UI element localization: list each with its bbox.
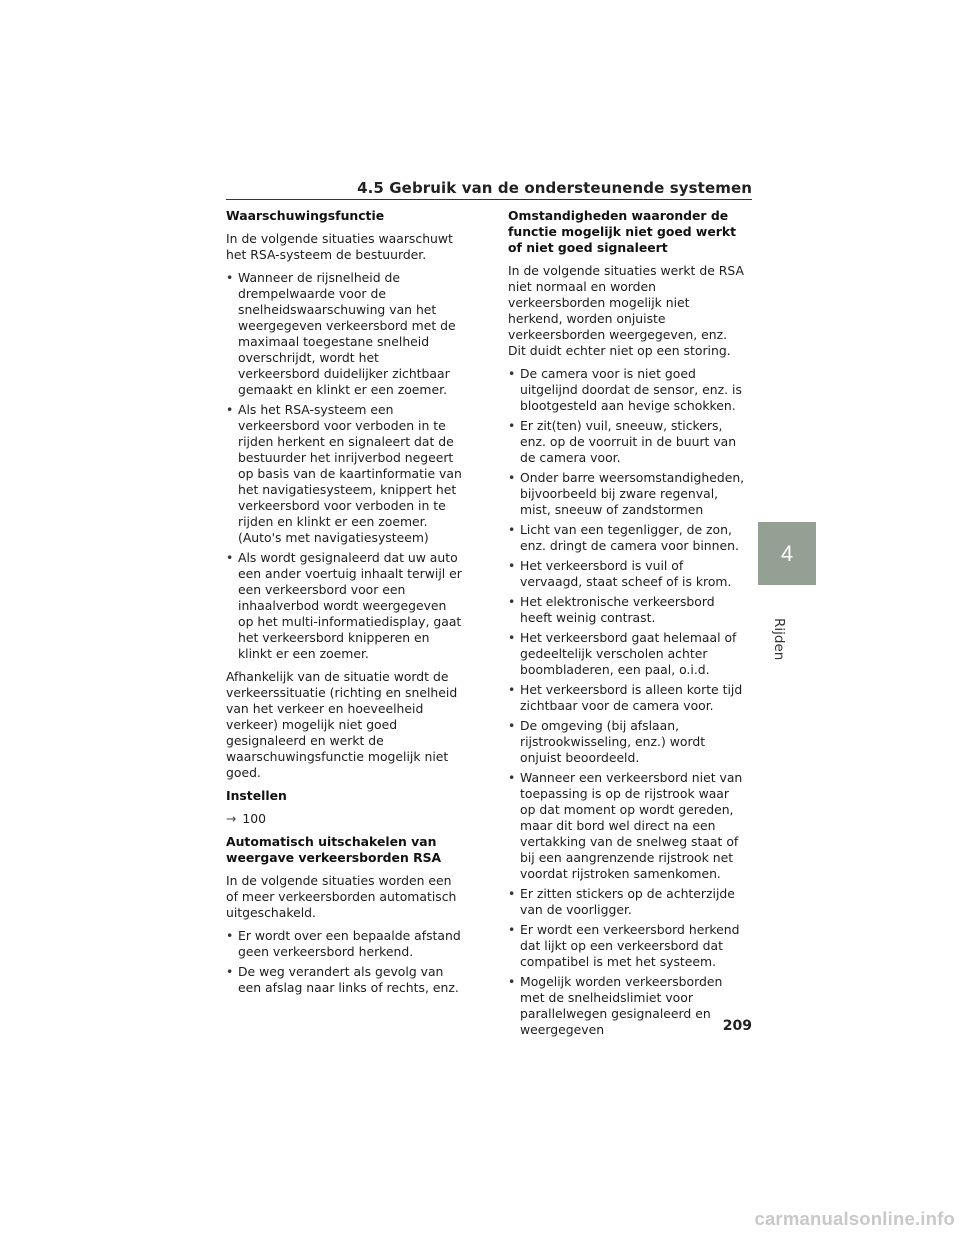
list-item: • Er wordt een verkeersbord herkend dat lijkt op een verkeersbord dat compatibel is met het systeem.: [508, 922, 746, 970]
list-item: • Wanneer een verkeersbord niet van toepassing is op de rijstrook waar op dat moment op wordt gereden, maar dit bord wel direct na een vertakking van de snelweg staat of bij een aangrenzende rijstrook net voordat rijstroken samenkomen.: [508, 770, 746, 882]
page-number: 209: [722, 1018, 752, 1034]
left-column: [226, 208, 464, 1003]
paragraph: In de volgende situaties worden een of meer verkeersborden automatisch uitgeschakeld.: [226, 873, 457, 920]
list-item: • Er zit(ten) vuil, sneeuw, stickers, enz. op de voorruit in de buurt van de camera voor.: [508, 418, 746, 466]
arrow-right-icon: →: [226, 811, 237, 826]
page-reference-number: 100: [242, 811, 266, 826]
list-item: • Licht van een tegenligger, de zon, enz. dringt de camera voor binnen.: [508, 522, 746, 554]
header-divider: [226, 199, 752, 200]
list-item: • Als het RSA-systeem een verkeersbord voor verboden in te rijden herkent en signaleert dat de bestuurder het inrijverbod negeert op basis van de kaartinformatie van het navigatiesysteem, knippert het verkeersbord voor verboden in te rijden en klinkt er een zoemer. (Auto's met navigatiesysteem): [226, 402, 464, 546]
list-item: • Er wordt over een bepaalde afstand geen verkeersbord herkend.: [226, 928, 464, 960]
chapter-tab: [758, 522, 816, 585]
list-item: • Mogelijk worden verkeersborden met de snelheidslimiet voor parallelwegen gesignaleerd en weergegeven: [508, 974, 746, 1038]
list-item: • Er zitten stickers op de achterzijde van de voorligger.: [508, 886, 746, 918]
right-column: [508, 208, 746, 1045]
chapter-number: 4: [780, 540, 794, 566]
bullet-list: [508, 366, 746, 1038]
list-item: • Wanneer de rijsnelheid de drempelwaarde voor de snelheidswaarschuwing van het weergegeven verkeersbord met de maximaal toegestane snelheid overschrijdt, wordt het verkeersbord duidelijker zichtbaar gemaakt en klinkt er een zoemer.: [226, 270, 464, 398]
heading-settings: Instellen: [226, 788, 287, 803]
paragraph: Afhankelijk van de situatie wordt de verkeerssituatie (richting en snelheid van het verkeer en hoeveelheid verkeer) mogelijk niet goed gesignaleerd en werkt de waarschuwingsfunctie mogelijk niet goed.: [226, 669, 458, 780]
section-header: 4.5 Gebruik van de ondersteunende systemen: [357, 179, 752, 197]
paragraph: In de volgende situaties werkt de RSA niet normaal en worden verkeersborden mogelijk niet herkend, worden onjuiste verkeersborden weergegeven, enz. Dit duidt echter niet op een storing.: [508, 263, 744, 358]
chapter-label: Rijden: [771, 618, 787, 661]
bullet-list: [226, 928, 464, 996]
heading-conditions: Omstandigheden waaronder de functie mogelijk niet goed werkt of niet goed signaleert: [508, 208, 737, 255]
list-item: • Als wordt gesignaleerd dat uw auto een ander voertuig inhaalt terwijl er een verkeersbord voor een inhaalverbod wordt weergegeven op het multi-informatiedisplay, gaat het verkeersbord knipperen en klinkt er een zoemer.: [226, 550, 464, 662]
heading-auto-disable: Automatisch uitschakelen van weergave verkeersborden RSA: [226, 834, 442, 865]
list-item: • Het verkeersbord is alleen korte tijd zichtbaar voor de camera voor.: [508, 682, 746, 714]
list-item: • De camera voor is niet goed uitgelijnd doordat de sensor, enz. is blootgesteld aan hevige schokken.: [508, 366, 746, 414]
list-item: • De weg verandert als gevolg van een afslag naar links of rechts, enz.: [226, 964, 464, 996]
list-item: • Het elektronische verkeersbord heeft weinig contrast.: [508, 594, 746, 626]
heading-warning-function: Waarschuwingsfunctie: [226, 208, 385, 223]
list-item: • Onder barre weersomstandigheden, bijvoorbeeld bij zware regenval, mist, sneeuw of zandstormen: [508, 470, 746, 518]
list-item: • Het verkeersbord gaat helemaal of gedeeltelijk verscholen achter boombladeren, een paal, o.i.d.: [508, 630, 746, 678]
paragraph: In de volgende situaties waarschuwt het RSA-systeem de bestuurder.: [226, 231, 453, 262]
bullet-list: [226, 270, 464, 662]
watermark: carmanualsonline.info: [754, 1208, 955, 1229]
list-item: • De omgeving (bij afslaan, rijstrookwisseling, enz.) wordt onjuist beoordeeld.: [508, 718, 746, 766]
list-item: • Het verkeersbord is vuil of vervaagd, staat scheef of is krom.: [508, 558, 746, 590]
page-reference[interactable]: [226, 811, 464, 827]
